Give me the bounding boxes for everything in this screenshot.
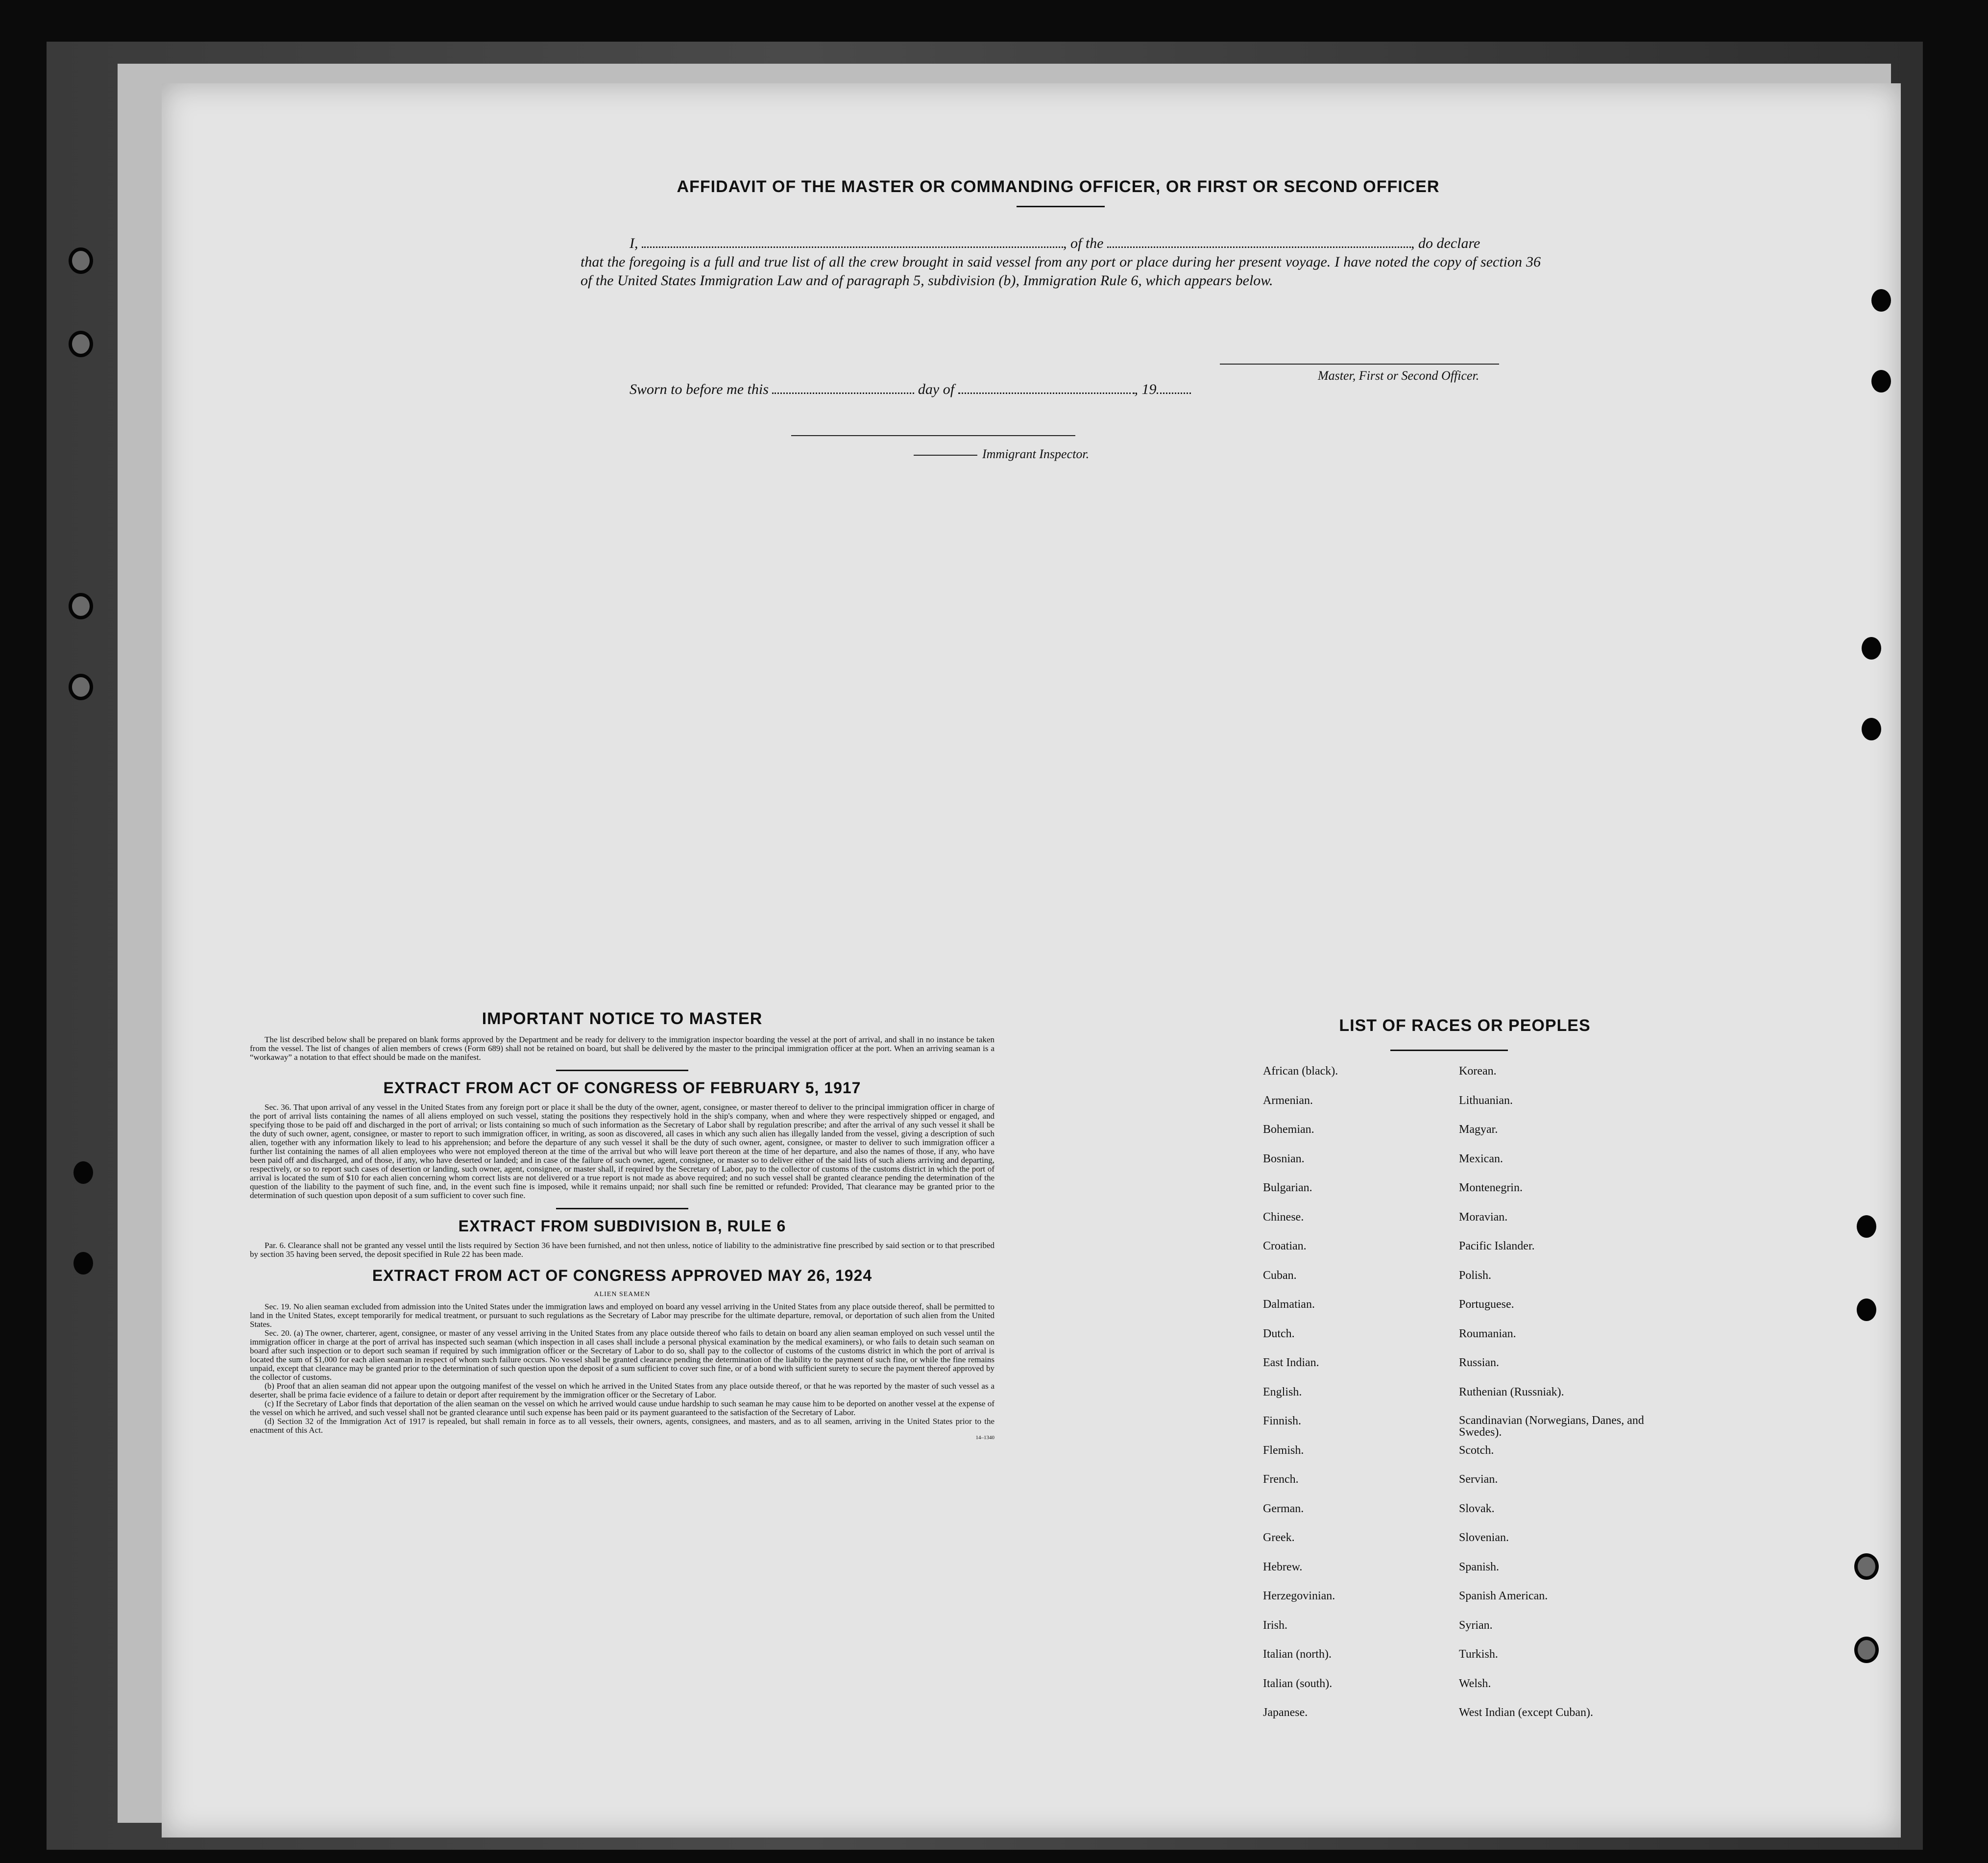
race-item: Lithuanian.: [1459, 1094, 1513, 1107]
extract3-paragraph: Sec. 20. (a) The owner, charterer, agent, consignee, or master of any vessel arriving in the United States from any place outside thereof who fails to detain on board any alien seaman employed on such vessel until the immigration officer in charge at the port of arrival has inspected such seaman (which inspection in all cases shall include a personal physical examination by the medical examiners), or who fails to detain such seaman on board after such inspection or to deport such seaman if required by such immigration officer or the Secretary of Labor to do so, shall pay to the collector of customs of the customs district in which the port of arrival is located the sum of $1,000 for each alien seaman in respect of whom such failure occurs. No vessel shall be granted clearance pending the determination of the liability to the payment of such fine, or while the fine remains unpaid, except that clearance may be granted prior to the determination of such question upon the deposit of a sum sufficient to cover such fine, or of a bond with sufficient surety to secure the payment thereof approved by the collector of customs.: [250, 1328, 994, 1382]
sworn-label: Sworn to before me this: [630, 381, 769, 397]
title-underline: [1017, 206, 1105, 207]
race-item: Greek.: [1263, 1531, 1295, 1544]
declare-label: , do declare: [1411, 235, 1480, 251]
punch-hole-icon: [1857, 1215, 1876, 1238]
punch-hole-icon: [1854, 1637, 1879, 1663]
binder-hole-icon: [73, 1161, 93, 1184]
section-divider: [556, 1208, 688, 1209]
sworn-year-field[interactable]: [1157, 382, 1191, 394]
races-title: LIST OF RACES OR PEOPLES: [1339, 1016, 1591, 1035]
race-item: German.: [1263, 1502, 1304, 1515]
extract2-text: Par. 6. Clearance shall not be granted any vessel until the lists required by Section 36 have been furnished, and not then unless, notice of liability to the administrative fine prescribed by said section or to that prescribed by section 35 having been served, the deposit specified in Rule 22 has been made.: [250, 1241, 994, 1259]
race-item: Polish.: [1459, 1269, 1492, 1282]
race-item: English.: [1263, 1385, 1302, 1398]
race-item: Bosnian.: [1263, 1152, 1305, 1165]
year-label: , 19: [1134, 381, 1157, 397]
extract1-text: Sec. 36. That upon arrival of any vessel in the United States from any foreign port or place it shall be the duty of the owner, agent, consignee, or master thereof to deliver to the principal immigration officer in charge of the port of arrival lists containing the names of all aliens employed on such vessel, stating the positions they respectively hold in the ship's company, when and where they were respectively shipped or engaged, and specifying those to be paid off and discharged in the port of arrival; or lists containing so much of such information as the Secretary of Labor shall by regulation prescribe; and after the arrival of any such vessel it shall be the duty of such owner, agent, consignee, or master to report to such immigration officer, in writing, as soon as discovered, all cases in which any such alien has illegally landed from the vessel, giving a description of such alien, together with any information likely to lead to his apprehension; and before the departure of any such vessel it shall be the duty of such owner, agent, consignee, or master to deliver to such immigration officer a further list containing the names of all alien employees who were not employed thereon at the time of the arrival but who will leave port thereon at the time of her departure, and also the names of those, if any, who have been paid off and discharged, and of those, if any, who have deserted or landed; and in case of the failure of such owner, agent, consignee, or master so to deliver either of the said lists of such aliens arriving and departing, respectively, or so to report such cases of desertion or landing, such owner, agent, consignee, or master shall, if required by the Secretary of Labor, pay to the collector of customs of the customs district in which the port of arrival is located the sum of $10 for each alien concerning whom correct lists are not delivered or a true report is not made as above required; and no such vessel shall be granted clearance pending the determination of the question of the liability to the payment of such fine, and, in the event such fine is imposed, while it remains unpaid; nor shall such fine be remitted or refunded: Provided, That clearance may be granted prior to the determination of such question upon deposit of a sum sufficient to cover such fine.: [250, 1103, 994, 1200]
day-of-label: day of: [918, 381, 955, 397]
affidavit-body: [581, 234, 1541, 290]
affidavit-title: AFFIDAVIT OF THE MASTER OR COMMANDING OFFICER, OR FIRST OR SECOND OFFICER: [677, 177, 1440, 196]
extract3-subtitle: ALIEN SEAMEN: [594, 1291, 651, 1298]
master-signature-label: Master, First or Second Officer.: [1318, 368, 1479, 383]
inspector-label: Immigrant Inspector.: [982, 447, 1090, 461]
race-item: Ruthenian (Russniak).: [1459, 1385, 1564, 1398]
race-item: Italian (north).: [1263, 1648, 1332, 1661]
race-item: Turkish.: [1459, 1648, 1498, 1661]
i-label: I,: [630, 235, 638, 251]
race-item: Bohemian.: [1263, 1123, 1314, 1136]
sworn-month-field[interactable]: [958, 382, 1135, 394]
extract3-paragraph: (b) Proof that an alien seaman did not appear upon the outgoing manifest of the vessel on which he arrived in the United States from any place outside thereof, or that he was reported by the master of such vessel as a deserter, shall be prima facie evidence of a failure to detain or deport after requirement by the immigration officer or the Secretary of Labor.: [250, 1381, 994, 1399]
race-item: Syrian.: [1459, 1618, 1493, 1632]
race-item: Servian.: [1459, 1473, 1498, 1486]
race-item: Korean.: [1459, 1065, 1497, 1078]
race-item: Croatian.: [1263, 1240, 1307, 1252]
inspector-signature-line[interactable]: [791, 435, 1075, 436]
race-item: Italian (south).: [1263, 1677, 1333, 1690]
race-item: Spanish American.: [1459, 1590, 1548, 1602]
race-item: Finnish.: [1263, 1415, 1302, 1427]
race-item: Cuban.: [1263, 1269, 1297, 1282]
binder-hole-icon: [73, 1252, 93, 1275]
punch-hole-icon: [1871, 370, 1891, 392]
race-item: Spanish.: [1459, 1560, 1500, 1573]
affidavit-statement: that the foregoing is a full and true list of all the crew brought in said vessel from any port or place during her present voyage. I have noted the copy of section 36 of the United States Immigration Law and of paragraph 5, subdivision (b), Immigration Rule 6, which appears below.: [581, 254, 1541, 289]
race-item: Flemish.: [1263, 1444, 1304, 1457]
race-item: West Indian (except Cuban).: [1459, 1706, 1593, 1719]
master-signature-line[interactable]: [1220, 364, 1499, 365]
notice-section: [250, 1009, 994, 1441]
vessel-field[interactable]: [1107, 236, 1411, 248]
name-field[interactable]: [642, 236, 1063, 248]
race-item: Scandinavian (Norwegians, Danes, and Swedes).: [1459, 1414, 1644, 1439]
extract1-title: EXTRACT FROM ACT OF CONGRESS OF FEBRUARY 5, 1917: [383, 1079, 861, 1097]
notice-text: The list described below shall be prepared on blank forms approved by the Department and be ready for delivery to the immigration inspector boarding the vessel at the port of arrival, and shall in no instance be taken from the vessel. The list of changes of alien members of crews (Form 689) shall not be retained on board, but shall be delivered by the master to the principal immigration officer at the port. When an arriving seaman is a “workaway” a notation to that effect should be made on the manifest.: [250, 1035, 994, 1062]
notice-title: IMPORTANT NOTICE TO MASTER: [482, 1009, 763, 1028]
race-item: East Indian.: [1263, 1356, 1319, 1369]
sworn-line: [630, 381, 1191, 398]
of-the-label: , of the: [1063, 235, 1104, 251]
race-item: Roumanian.: [1459, 1327, 1516, 1340]
declaration-line: [581, 234, 1541, 253]
race-item: Moravian.: [1459, 1210, 1508, 1224]
extract3-paragraph: (c) If the Secretary of Labor finds that deportation of the alien seaman on the vessel on which he arrived would cause undue hardship to such seaman he may cause him to be deported on another vessel at the expense of the vessel on which he arrived, and such vessel shall not be granted clearance until such expense has been paid or its payment guaranteed to the satisfaction of the Secretary of Labor.: [250, 1399, 994, 1417]
form-number: 14–1340: [975, 1435, 994, 1441]
binder-hole-icon: [69, 674, 93, 700]
race-item: Magyar.: [1459, 1123, 1498, 1136]
races-right-column: [1459, 1065, 1665, 1736]
punch-hole-icon: [1871, 289, 1891, 312]
race-item: Dutch.: [1263, 1327, 1295, 1340]
race-item: French.: [1263, 1473, 1299, 1486]
races-title-underline: [1390, 1050, 1508, 1051]
punch-hole-icon: [1862, 637, 1881, 660]
punch-hole-icon: [1854, 1553, 1879, 1580]
extract3-paragraph: Sec. 19. No alien seaman excluded from admission into the United States under the immigration laws and employed on board any vessel arriving in the United States from any place outside thereof, shall be permitted to land in the United States, except temporarily for medical treatment, or pursuant to such regulations as the Secretary of Labor may prescribe for the ultimate departure, removal, or deportation of such alien from the United States.: [250, 1302, 994, 1329]
inspector-short-line: [914, 455, 977, 456]
race-item: Scotch.: [1459, 1444, 1494, 1457]
race-item: Pacific Islander.: [1459, 1240, 1535, 1252]
binder-hole-icon: [69, 331, 93, 357]
race-item: Welsh.: [1459, 1677, 1491, 1690]
race-item: Irish.: [1263, 1618, 1287, 1632]
punch-hole-icon: [1857, 1299, 1876, 1321]
binder-hole-icon: [69, 593, 93, 619]
race-item: Portuguese.: [1459, 1298, 1514, 1311]
race-item: Herzegovinian.: [1263, 1590, 1335, 1602]
race-item: Bulgarian.: [1263, 1181, 1312, 1194]
race-item: Hebrew.: [1263, 1560, 1303, 1573]
race-item: Chinese.: [1263, 1210, 1304, 1224]
extract3-paragraph: (d) Section 32 of the Immigration Act of 1917 is repealed, but shall remain in force as to all vessels, their owners, agents, consignees, and masters, and as to all seamen, arriving in the United States prior to the enactment of this Act.: [250, 1417, 994, 1435]
extract3-title: EXTRACT FROM ACT OF CONGRESS APPROVED MAY 26, 1924: [372, 1267, 873, 1284]
binder-hole-icon: [69, 247, 93, 274]
races-left-column: [1263, 1065, 1469, 1736]
race-item: Dalmatian.: [1263, 1298, 1315, 1311]
race-item: Slovak.: [1459, 1502, 1495, 1515]
race-item: Montenegrin.: [1459, 1181, 1523, 1194]
race-item: Armenian.: [1263, 1094, 1313, 1107]
sworn-day-field[interactable]: [772, 382, 914, 394]
punch-hole-icon: [1862, 718, 1881, 740]
race-item: African (black).: [1263, 1065, 1338, 1078]
race-item: Russian.: [1459, 1356, 1500, 1369]
race-item: Mexican.: [1459, 1152, 1503, 1165]
extract2-title: EXTRACT FROM SUBDIVISION B, RULE 6: [458, 1217, 786, 1235]
race-item: Japanese.: [1263, 1706, 1308, 1719]
race-item: Slovenian.: [1459, 1531, 1509, 1544]
section-divider: [556, 1070, 688, 1071]
